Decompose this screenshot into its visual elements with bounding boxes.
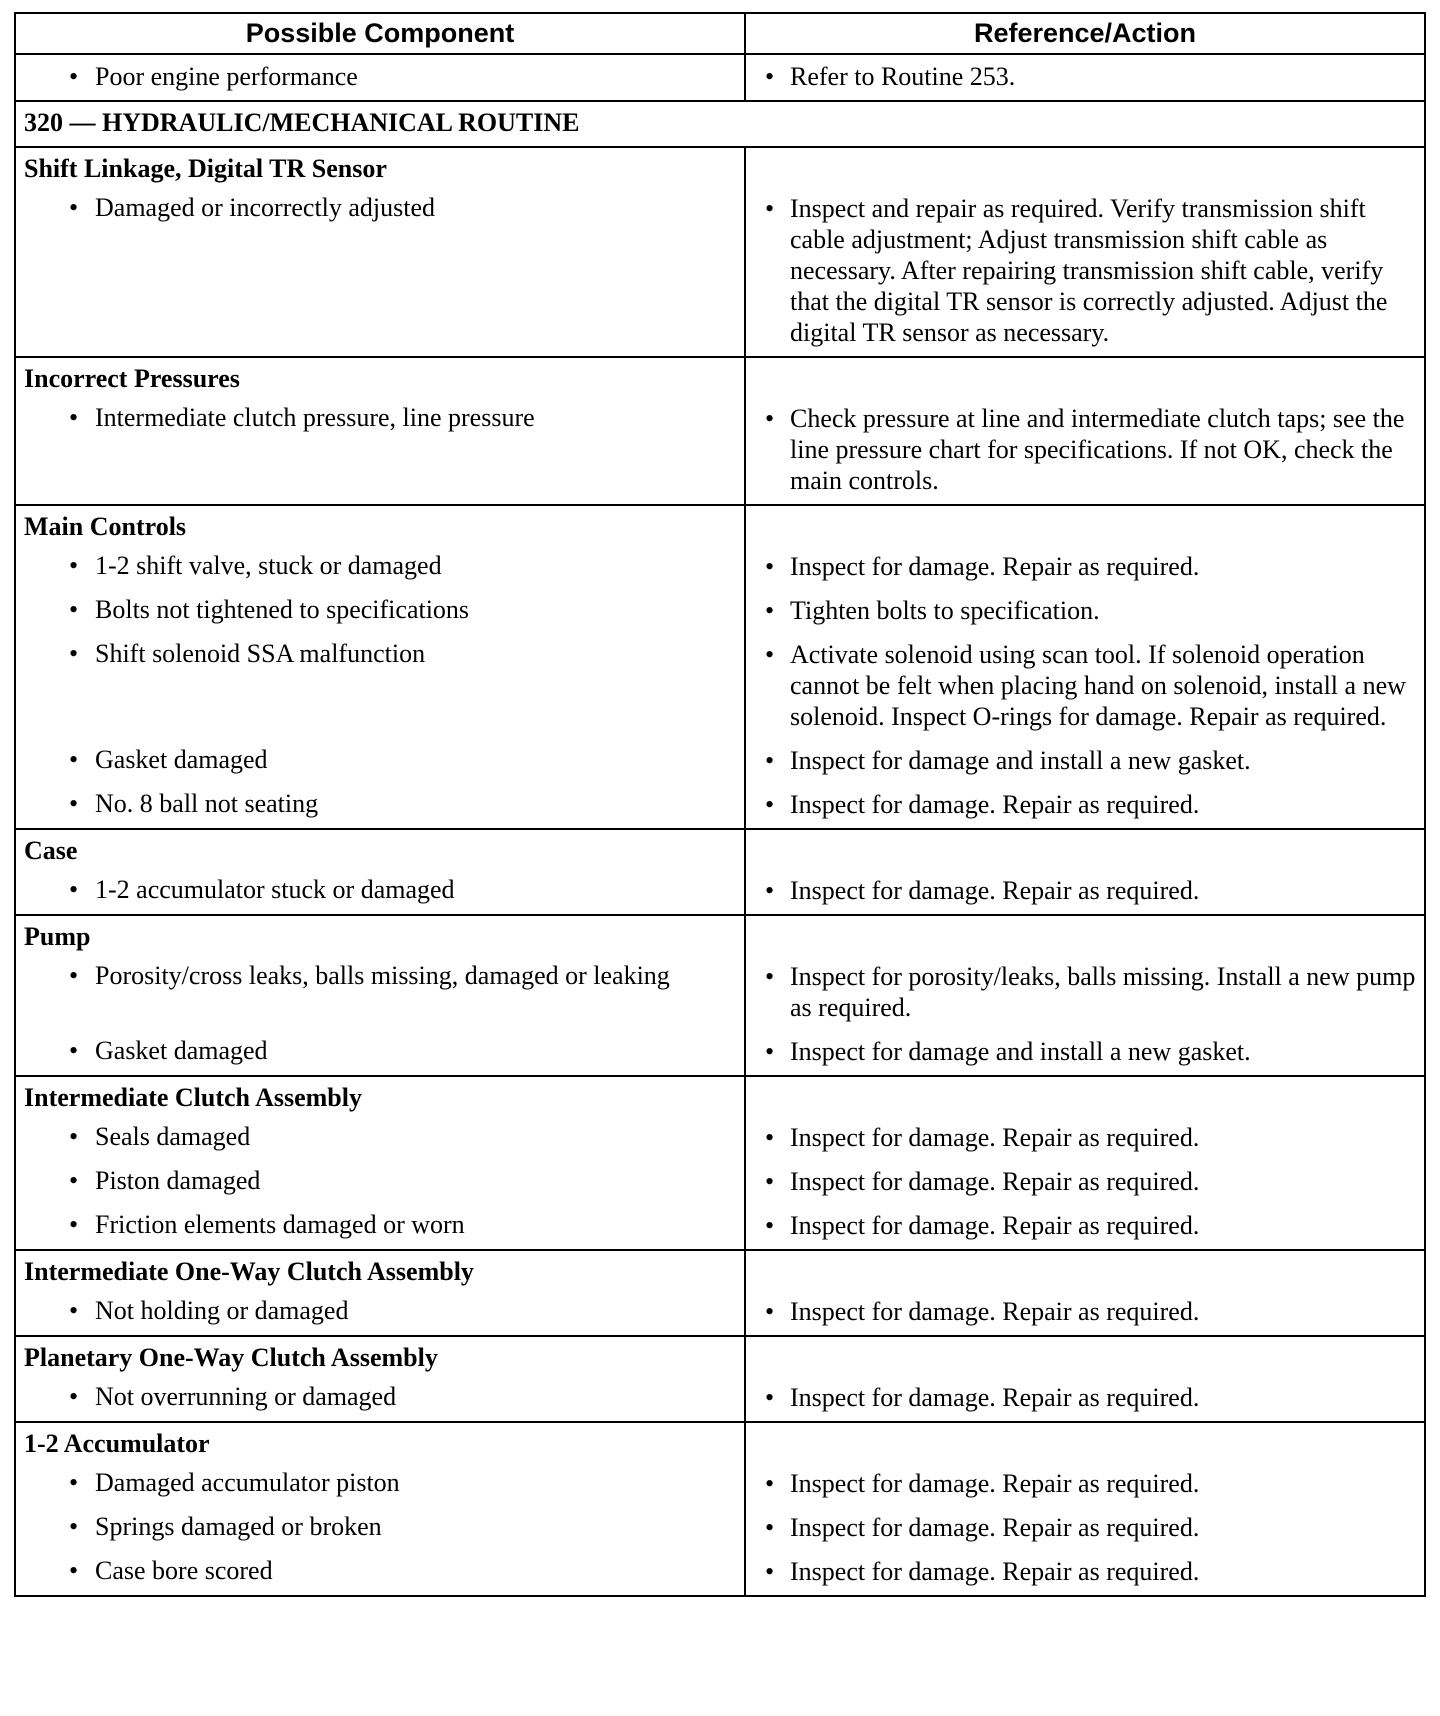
group-row [15,1250,1425,1336]
action-item: • Inspect for damage. Repair as required. [754,551,1416,582]
component-item: • 1-2 shift valve, stuck or damaged [24,550,736,581]
action-cell [745,147,1425,357]
action-item: • Check pressure at line and intermediate clutch taps; see the line pressure chart for specifications. If not OK, check the main controls. [754,403,1416,496]
component-item: • Gasket damaged [24,1035,736,1066]
component-cell [15,54,745,101]
component-item: • Friction elements damaged or worn [24,1209,736,1240]
action-cell [745,1076,1425,1250]
group-title: Incorrect Pressures [24,364,240,393]
action-item: • Inspect for damage. Repair as required. [754,1556,1416,1587]
component-item: • No. 8 ball not seating [24,788,736,819]
component-item: • Damaged accumulator piston [24,1467,736,1498]
action-item: • Inspect for porosity/leaks, balls missing. Install a new pump as required. [754,961,1416,1023]
component-cell [15,829,745,915]
group-title-spacer [754,154,1416,193]
group-title: 1-2 Accumulator [24,1429,210,1458]
component-item: • Poor engine performance [24,61,736,92]
action-item: • Activate solenoid using scan tool. If solenoid operation cannot be felt when placing hand on solenoid, install a new solenoid. Inspect O-rings for damage. Repair as required. [754,639,1416,732]
group-title-spacer [754,1343,1416,1382]
component-item: • Shift solenoid SSA malfunction [24,638,736,731]
action-item: • Refer to Routine 253. [754,61,1416,92]
component-cell [15,1422,745,1596]
group-title-spacer [754,922,1416,961]
component-item: • Piston damaged [24,1165,736,1196]
action-cell [745,54,1425,101]
action-item: • Inspect for damage. Repair as required. [754,1122,1416,1153]
component-item: • Porosity/cross leaks, balls missing, damaged or leaking [24,960,736,1022]
diagnostic-table [14,12,1426,1597]
action-cell [745,1250,1425,1336]
group-title-spacer [754,1429,1416,1468]
component-item: • Damaged or incorrectly adjusted [24,192,736,347]
component-item: • Not overrunning or damaged [24,1381,736,1412]
component-cell [15,1336,745,1422]
header-row [15,13,1425,54]
action-item: • Inspect for damage. Repair as required. [754,1166,1416,1197]
component-cell [15,915,745,1076]
action-item: • Inspect for damage. Repair as required. [754,875,1416,906]
group-title: Intermediate Clutch Assembly [24,1083,362,1112]
component-item: • Gasket damaged [24,744,736,775]
component-item: • Seals damaged [24,1121,736,1152]
action-cell [745,829,1425,915]
action-item: • Inspect for damage. Repair as required. [754,789,1416,820]
group-title-spacer [754,1257,1416,1296]
action-item: • Inspect for damage and install a new gasket. [754,1036,1416,1067]
group-title: Main Controls [24,512,187,541]
group-row [15,829,1425,915]
action-cell [745,915,1425,1076]
component-cell [15,1076,745,1250]
group-title-spacer [754,364,1416,403]
group-row [15,505,1425,829]
component-item: • Not holding or damaged [24,1295,736,1326]
component-cell [15,1250,745,1336]
group-title-spacer [754,836,1416,875]
action-item: • Tighten bolts to specification. [754,595,1416,626]
component-item: • Bolts not tightened to specifications [24,594,736,625]
action-item: • Inspect for damage. Repair as required. [754,1296,1416,1327]
component-cell [15,357,745,505]
group-title: Pump [24,922,91,951]
action-cell [745,505,1425,829]
group-row [15,147,1425,357]
header-possible-component: Possible Component [15,13,745,54]
group-title-spacer [754,512,1416,551]
component-item: • 1-2 accumulator stuck or damaged [24,874,736,905]
group-row [15,1422,1425,1596]
component-item: • Springs damaged or broken [24,1511,736,1542]
action-item: • Inspect for damage. Repair as required. [754,1512,1416,1543]
group-row [15,1076,1425,1250]
routine-row [15,101,1425,147]
group-title: Planetary One-Way Clutch Assembly [24,1343,438,1372]
component-item: • Intermediate clutch pressure, line pressure [24,402,736,495]
action-cell [745,357,1425,505]
group-title: Case [24,836,78,865]
action-cell [745,1336,1425,1422]
table-row [15,54,1425,101]
group-row [15,357,1425,505]
action-item: • Inspect for damage. Repair as required. [754,1382,1416,1413]
component-cell [15,147,745,357]
component-cell [15,505,745,829]
header-reference-action: Reference/Action [745,13,1425,54]
action-item: • Inspect for damage. Repair as required. [754,1210,1416,1241]
group-title: Shift Linkage, Digital TR Sensor [24,154,387,183]
routine-title: 320 — HYDRAULIC/MECHANICAL ROUTINE [15,101,1425,147]
group-row [15,915,1425,1076]
group-title: Intermediate One-Way Clutch Assembly [24,1257,474,1286]
action-cell [745,1422,1425,1596]
action-item: • Inspect for damage. Repair as required. [754,1468,1416,1499]
action-item: • Inspect and repair as required. Verify transmission shift cable adjustment; Adjust transmission shift cable as necessary. After repairing transmission shift cable, verify that the digital TR sensor is correctly adjusted. Adjust the digital TR sensor as necessary. [754,193,1416,348]
group-title-spacer [754,1083,1416,1122]
component-item: • Case bore scored [24,1555,736,1586]
group-row [15,1336,1425,1422]
action-item: • Inspect for damage and install a new gasket. [754,745,1416,776]
